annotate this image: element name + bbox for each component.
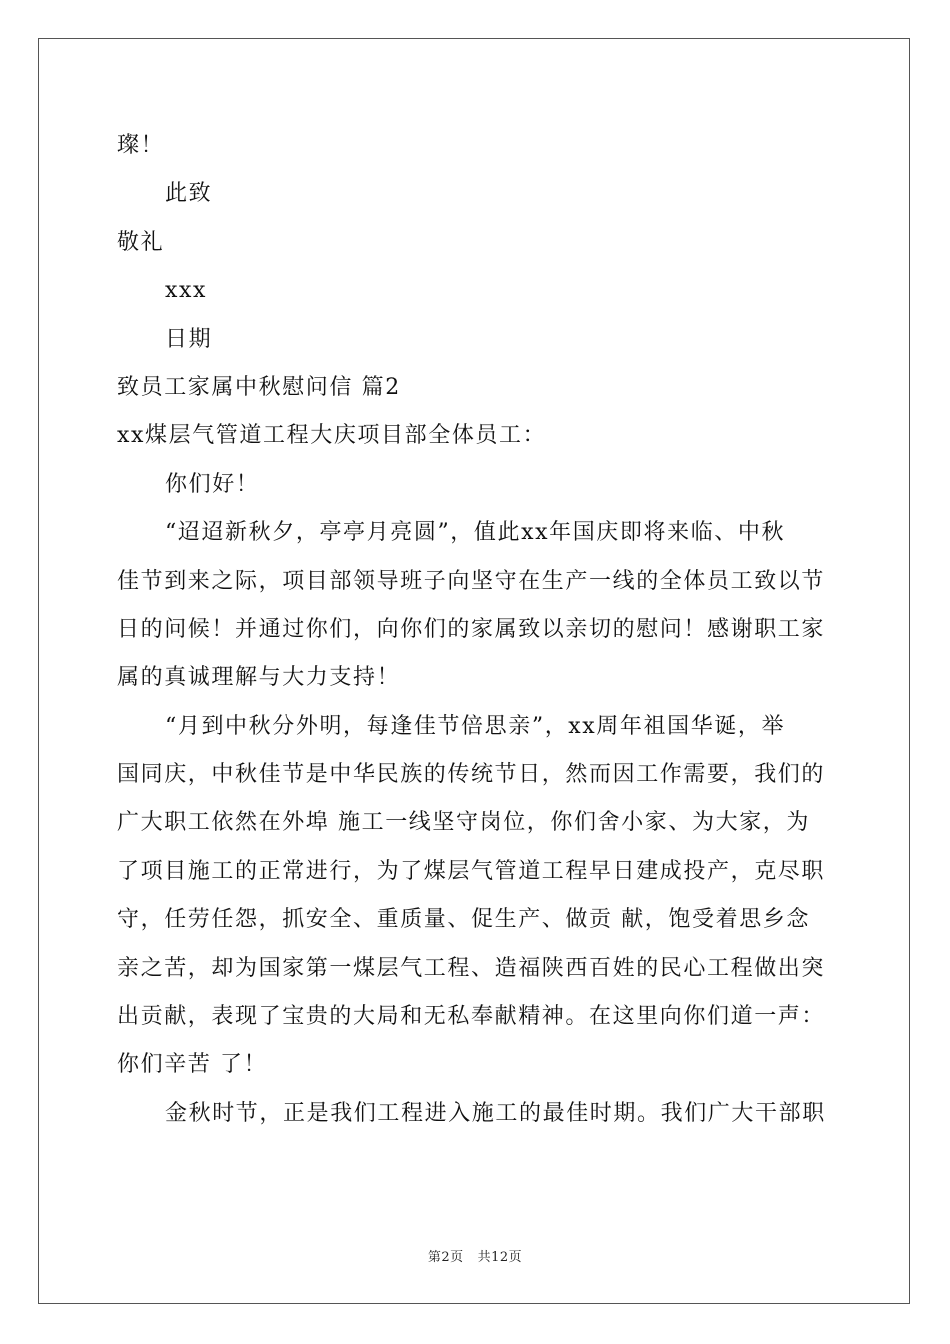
section-heading: 致员工家属中秋慰问信 篇2 (117, 374, 401, 400)
text-line: 璨！ (117, 133, 165, 158)
greeting: 你们好！ (165, 471, 260, 497)
text-line: 你们辛苦 了！ (117, 1052, 268, 1078)
text-line: 亲之苦，却为国家第一煤层气工程、造福陕西百姓的民心工程做出突 (117, 955, 826, 981)
page-number: 第2页 (427, 1250, 464, 1265)
text-line: 金秋时节，正是我们工程进入施工的最佳时期。我们广大干部职 (165, 1100, 826, 1126)
text-line: “月到中秋分外明，每逢佳节倍思亲”，xx周年祖国华诞，举 (165, 713, 786, 739)
page-footer (0, 1246, 950, 1265)
text-line: 敬礼 (117, 229, 165, 255)
text-line: 国同庆，中秋佳节是中华民族的传统节日，然而因工作需要，我们的 (117, 762, 826, 788)
text-line: “迢迢新秋夕，亭亭月亮圆”，值此xx年国庆即将来临、中秋 (165, 520, 786, 546)
letter-body (117, 122, 837, 1138)
text-line: 了项目施工的正常进行，为了煤层气管道工程早日建成投产，克尽职 (117, 858, 826, 884)
text-line: 守，任劳任怨，抓安全、重质量、促生产、做贡 献，饱受着思乡念 (117, 907, 810, 933)
text-line: 属的真诚理解与大力支持！ (117, 665, 401, 691)
salutation: xx煤层气管道工程大庆项目部全体员工： (117, 423, 547, 449)
text-line: 出贡献，表现了宝贵的大局和无私奉献精神。在这里向你们道一声： (117, 1004, 826, 1030)
text-line: 日期 (165, 326, 213, 352)
page-total: 共12页 (477, 1250, 523, 1265)
text-line: 广大职工依然在外埠 施工一线坚守岗位，你们舍小家、为大家，为 (117, 810, 810, 836)
text-line: 日的问候！并通过你们，向你们的家属致以亲切的慰问！感谢职工家 (117, 616, 826, 642)
text-line: xxx (165, 278, 208, 304)
text-line: 此致 (165, 181, 213, 207)
text-line: 佳节到来之际，项目部领导班子向坚守在生产一线的全体员工致以节 (117, 568, 826, 594)
